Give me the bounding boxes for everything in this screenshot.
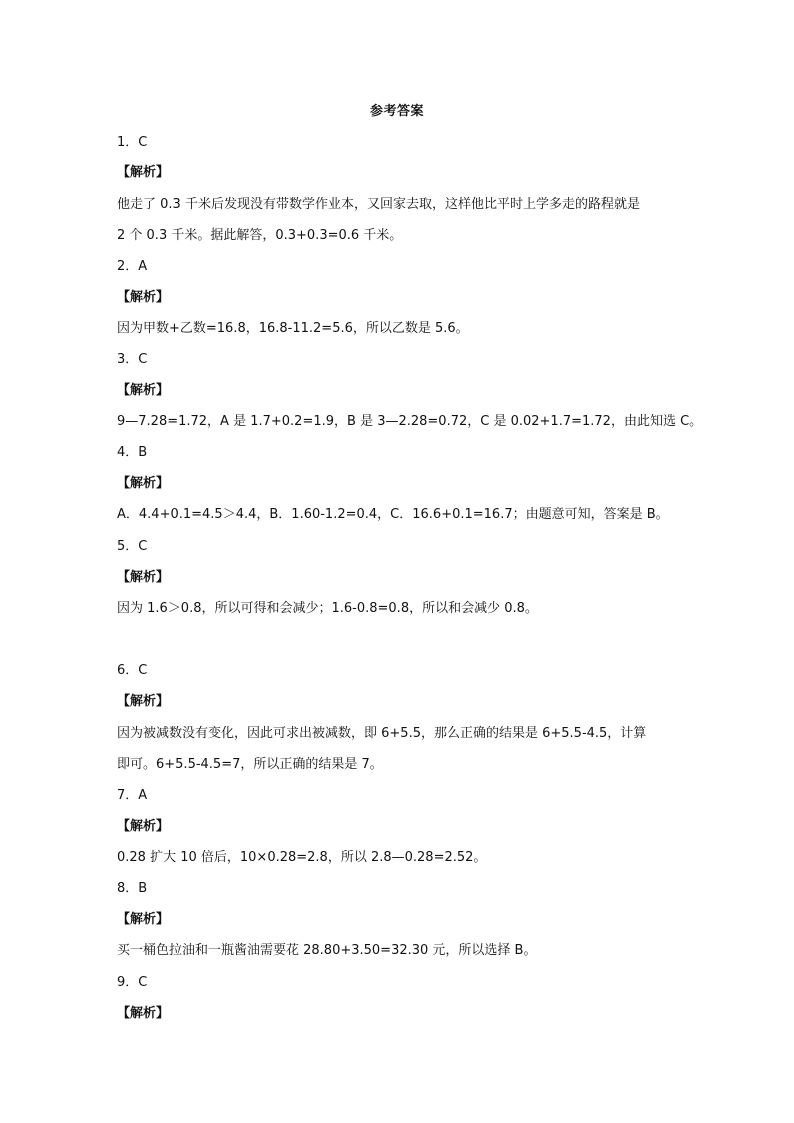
answer-5-number: 5．C <box>117 539 148 554</box>
answer-9-analysis-label: 【解析】 <box>117 1006 170 1021</box>
answer-2-analysis-line-1: 因为甲数+乙数=16.8，16.8-11.2=5.6，所以乙数是 5.6。 <box>117 321 469 336</box>
answer-5-analysis-line-1: 因为 1.6＞0.8，所以可得和会减少；1.6-0.8=0.8，所以和会减少 0.8。 <box>117 601 538 616</box>
answer-7-analysis-line-1: 0.28 扩大 10 倍后，10×0.28=2.8，所以 2.8—0.28=2.52。 <box>117 850 487 865</box>
answer-2-analysis-label: 【解析】 <box>117 290 170 305</box>
answer-8-number: 8．B <box>117 881 148 896</box>
answer-3-analysis-label: 【解析】 <box>117 383 170 398</box>
answer-1-analysis-line-1: 他走了 0.3 千米后发现没有带数学作业本，又回家去取，这样他比平时上学多走的路程就是 <box>117 197 640 212</box>
answer-6-analysis-line-1: 因为被减数没有变化，因此可求出被减数，即 6+5.5，那么正确的结果是 6+5.5-4.5，计算 <box>117 726 647 741</box>
answer-6-analysis-label: 【解析】 <box>117 694 170 709</box>
answer-3-analysis-line-1: 9—7.28=1.72，A 是 1.7+0.2=1.9，B 是 3—2.28=0.72，C 是 0.02+1.7=1.72，由此知选 C。 <box>117 414 703 429</box>
answer-4-analysis-line-1: A．4.4+0.1=4.5＞4.4，B．1.60-1.2=0.4，C．16.6+0.1=16.7；由题意可知，答案是 B。 <box>117 507 669 522</box>
answer-1-number: 1．C <box>117 135 148 150</box>
answer-5-analysis-label: 【解析】 <box>117 570 170 585</box>
answer-6-analysis-line-2: 即可。6+5.5-4.5=7，所以正确的结果是 7。 <box>117 757 383 772</box>
answer-4-number: 4．B <box>117 445 148 460</box>
answer-7-number: 7．A <box>117 788 148 803</box>
answer-2-number: 2．A <box>117 259 148 274</box>
answer-7-analysis-label: 【解析】 <box>117 819 170 834</box>
answer-6-number: 6．C <box>117 663 148 678</box>
answer-9-number: 9．C <box>117 975 148 990</box>
answer-3-number: 3．C <box>117 352 148 367</box>
answer-4-analysis-label: 【解析】 <box>117 476 170 491</box>
answer-1-analysis-line-2: 2 个 0.3 千米。据此解答，0.3+0.3=0.6 千米。 <box>117 228 403 243</box>
page-title: 参考答案 <box>369 104 424 119</box>
answer-8-analysis-label: 【解析】 <box>117 912 170 927</box>
answer-8-analysis-line-1: 买一桶色拉油和一瓶酱油需要花 28.80+3.50=32.30 元，所以选择 B。 <box>117 943 537 958</box>
answer-1-analysis-label: 【解析】 <box>117 165 170 180</box>
